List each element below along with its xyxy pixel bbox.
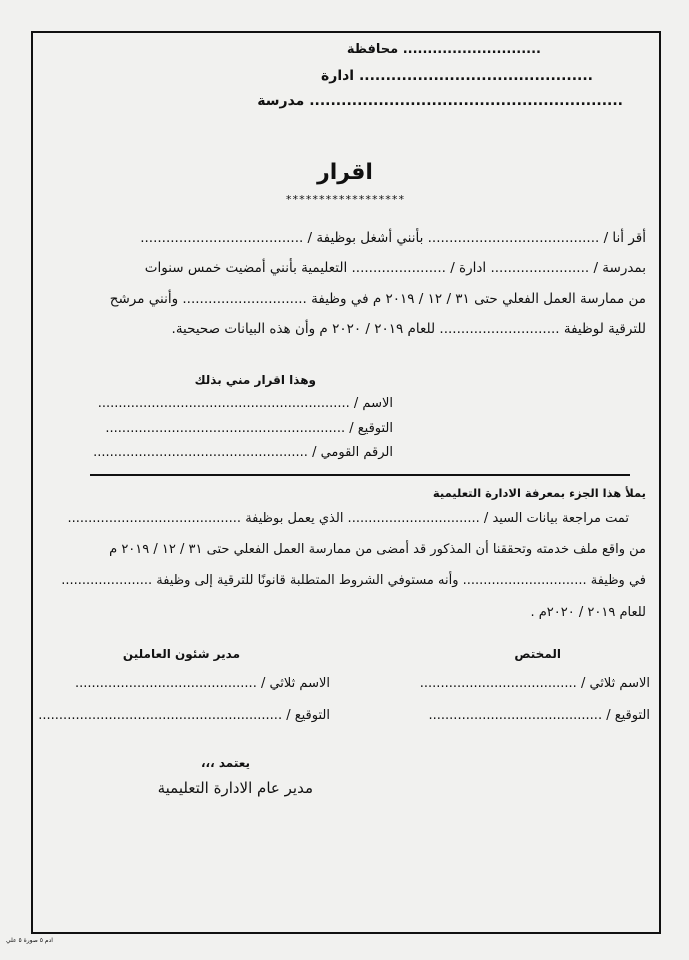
title-decoration: ****************** [285, 193, 405, 206]
specialist-title: المختص [514, 647, 561, 661]
review-heading: يملأ هذا الجزء بمعرفة الادارة التعليمية [432, 486, 646, 500]
review-line-1: تمت مراجعة بيانات السيد / ................................ الذي يعمل بوظيفة .......................................... [67, 511, 629, 526]
review-line-2: من واقع ملف خدمته وتحققنا أن المذكور قد أمضى من ممارسة العمل الفعلي حتى ٣١ / ١٢ / ٢٠١٩ م [109, 542, 646, 557]
section-divider [90, 474, 630, 476]
review-line-4: للعام ٢٠١٩ / ٢٠٢٠م . [530, 605, 646, 620]
body-line-3: من ممارسة العمل الفعلي حتى ٣١ / ١٢ / ٢٠١٩ م في وظيفة ............................. وأنني مرشح [109, 291, 646, 307]
approval-title: مدير عام الادارة التعليمية [157, 779, 313, 797]
manager-signature: التوقيع / ........................................................... [38, 708, 330, 723]
specialist-name: الاسم ثلاثي / ...................................... [419, 676, 650, 691]
declaration-heading: وهذا اقرار مني بذلك [194, 373, 316, 387]
manager-title: مدير شئون العاملين [122, 647, 240, 661]
school-field: ........................................................... مدرسة [257, 93, 623, 109]
declaration-signature: التوقيع / .......................................................... [105, 421, 393, 436]
body-line-4: للترقية لوظيفة ............................ للعام ٢٠١٩ / ٢٠٢٠ م وأن هذه البيانات صحيحية. [171, 321, 646, 337]
governorate-field: ............................ محافظة [346, 42, 541, 57]
specialist-signature: التوقيع / .......................................... [428, 708, 650, 723]
declaration-name: الاسم / ............................................................. [97, 396, 393, 411]
body-line-1: أقر أنا / ........................................ بأنني أشغل بوظيفة / ...................................... [140, 230, 646, 246]
footnote: ادم ٥ صورة ٥ علي [6, 937, 53, 944]
approval-label: يعتمد ،،، [200, 756, 250, 770]
document-title: اقرار [317, 160, 373, 185]
review-line-3: في وظيفة .............................. وأنه مستوفي الشروط المتطلبة قانونًا للترقية إلى وظيفة ...................... [61, 573, 646, 588]
administration-field: ............................................ ادارة [321, 68, 593, 84]
declaration-national-id: الرقم القومي / .................................................... [93, 445, 393, 460]
body-line-2: بمدرسة / ....................... ادارة / ...................... التعليمية بأنني أمضيت خمس سنوات [144, 260, 646, 276]
manager-name: الاسم ثلاثي / ............................................ [75, 676, 330, 691]
